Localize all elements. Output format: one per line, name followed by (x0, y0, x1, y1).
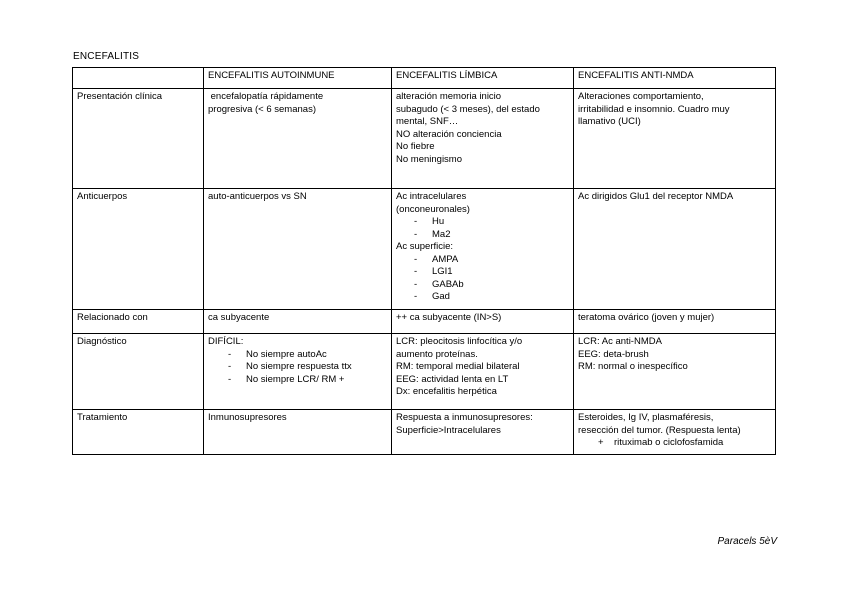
list-item: - No siempre respuesta ttx (208, 361, 387, 374)
text-line: Ac dirigidos Glu1 del receptor NMDA (578, 191, 734, 202)
cell-anticuerpos-autoinmune (204, 189, 392, 310)
text-line: Inmunosupresores (208, 412, 287, 423)
text-line: Dx: encefalitis herpética (396, 386, 497, 397)
list-item: - AMPA (396, 254, 569, 267)
text-line: alteración memoria inicio (396, 91, 502, 102)
text-line: Esteroides, Ig IV, plasmaféresis, (578, 412, 714, 423)
list-item: + rituximab o ciclofosfamida (578, 437, 771, 450)
cell-tratamiento-limbica (392, 410, 574, 455)
text-line: LCR: Ac anti-NMDA (578, 336, 662, 347)
row-label-anticuerpos: Anticuerpos (73, 189, 204, 310)
cell-diagnostico-limbica (392, 334, 574, 410)
text-line: Ac superficie: (396, 241, 454, 252)
table-row-anticuerpos (73, 189, 776, 310)
text-line: irritabilidad e insomnio. Cuadro muy (578, 103, 730, 115)
cell-presentacion-anti-nmda (574, 89, 776, 189)
list-item: - Gad (396, 291, 569, 304)
text-line: LCR: pleocitosis linfocítica y/o (396, 336, 523, 347)
header-cell-autoinmune: ENCEFALITIS AUTOINMUNE (204, 68, 392, 89)
header-cell-anti-nmda: ENCEFALITIS ANTI-NMDA (574, 68, 776, 89)
text-line: Ac intracelulares (396, 191, 467, 202)
cell-tratamiento-autoinmune (204, 410, 392, 455)
text-line: No meningismo (396, 153, 462, 165)
treatment-plus-list (578, 437, 771, 450)
text-line: auto-anticuerpos vs SN (208, 191, 307, 202)
text-line: EEG: deta-brush (578, 348, 649, 360)
text-line: resección del tumor. (Respuesta lenta) (578, 424, 741, 436)
cell-relacionado-autoinmune (204, 310, 392, 334)
diagnosis-difficulty-list (208, 349, 387, 387)
text-line: mental, SNF… (396, 116, 459, 127)
cell-anticuerpos-anti-nmda (574, 189, 776, 310)
footer-signature: Paracels 5èV (717, 536, 777, 547)
text-line: teratoma ovárico (joven y mujer) (578, 312, 715, 323)
row-label-tratamiento: Tratamiento (73, 410, 204, 455)
cell-anticuerpos-limbica (392, 189, 574, 310)
header-cell-limbica: ENCEFALITIS LÍMBICA (392, 68, 574, 89)
text-line: llamativo (UCI) (578, 116, 641, 127)
row-label-relacionado: Relacionado con (73, 310, 204, 334)
list-item: - No siempre autoAc (208, 349, 387, 362)
header-cell-empty (73, 68, 204, 89)
surface-antibody-list (396, 254, 569, 304)
document-title: ENCEFALITIS (73, 51, 140, 62)
table-row-presentacion (73, 89, 776, 189)
text-line: aumento proteínas. (396, 348, 478, 360)
encephalitis-comparison-table (72, 67, 776, 455)
row-label-diagnostico: Diagnóstico (73, 334, 204, 410)
cell-presentacion-limbica (392, 89, 574, 189)
text-line: DIFÍCIL: (208, 336, 244, 347)
text-line: encefalopatía rápidamente (208, 91, 324, 102)
text-line: Superficie>Intracelulares (396, 424, 501, 436)
intracellular-antibody-list (396, 216, 569, 241)
text-line: RM: temporal medial bilateral (396, 361, 520, 372)
table-row-relacionado (73, 310, 776, 334)
text-line: subagudo (< 3 meses), del estado (396, 103, 540, 115)
cell-tratamiento-anti-nmda (574, 410, 776, 455)
table-row-tratamiento (73, 410, 776, 455)
text-line: EEG: actividad lenta en LT (396, 373, 509, 385)
text-line: No fiebre (396, 141, 435, 152)
cell-relacionado-limbica (392, 310, 574, 334)
text-line: (onconeuronales) (396, 203, 470, 215)
list-item: - LGI1 (396, 266, 569, 279)
list-item: - GABAb (396, 279, 569, 292)
cell-presentacion-autoinmune (204, 89, 392, 189)
table-header-row (73, 68, 776, 89)
text-line: progresiva (< 6 semanas) (208, 103, 316, 115)
text-line: Respuesta a inmunosupresores: (396, 412, 533, 423)
cell-diagnostico-anti-nmda (574, 334, 776, 410)
row-label-presentacion: Presentación clínica (73, 89, 204, 189)
list-item: - No siempre LCR/ RM + (208, 374, 387, 387)
text-line: RM: normal o inespecífico (578, 361, 688, 372)
table-row-diagnostico (73, 334, 776, 410)
cell-relacionado-anti-nmda (574, 310, 776, 334)
cell-diagnostico-autoinmune (204, 334, 392, 410)
text-line: Alteraciones comportamiento, (578, 91, 704, 102)
text-line: ++ ca subyacente (IN>S) (396, 312, 502, 323)
text-line: NO alteración conciencia (396, 128, 502, 140)
list-item: - Ma2 (396, 229, 569, 242)
text-line: ca subyacente (208, 312, 270, 323)
list-item: - Hu (396, 216, 569, 229)
